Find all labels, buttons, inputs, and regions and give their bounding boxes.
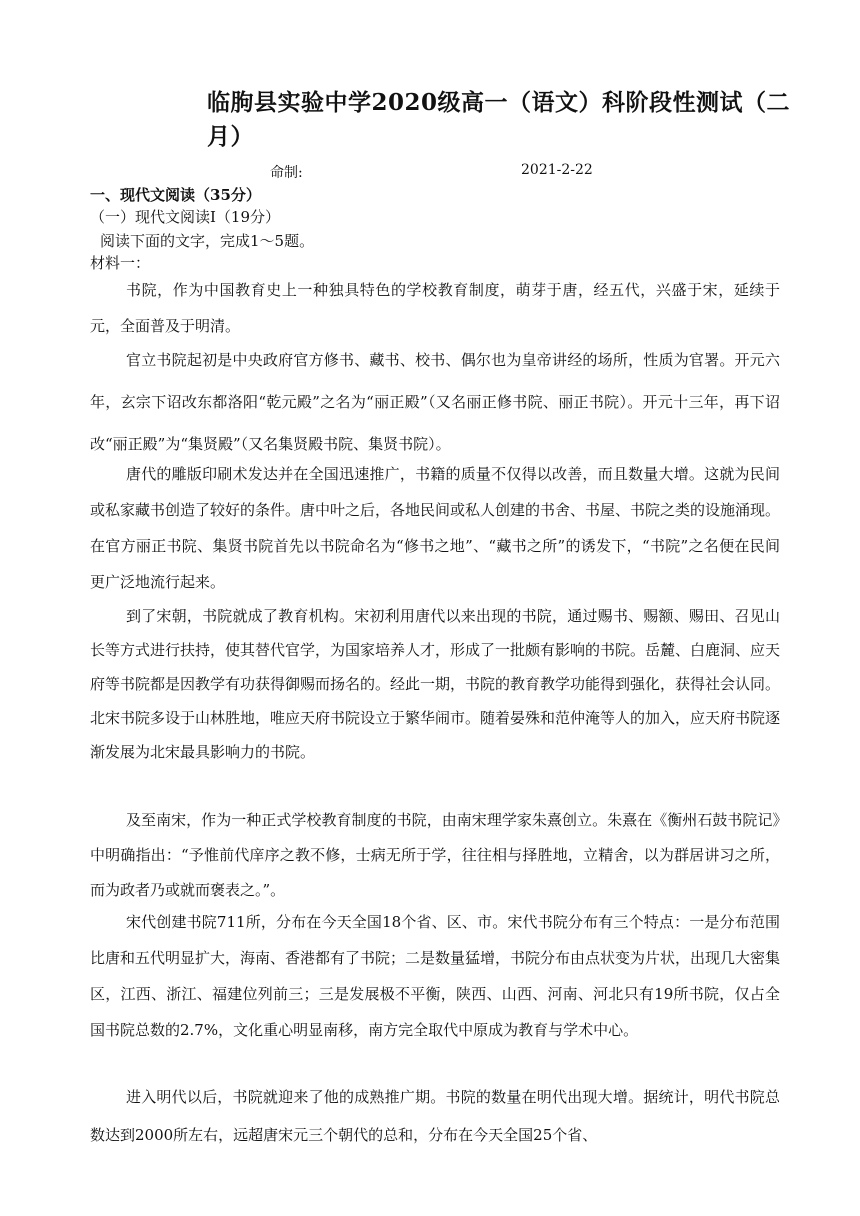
paragraph: 唐代的雕版印刷术发达并在全国迅速推广，书籍的质量不仅得以改善，而且数量大增。这就为民间或私家藏书创造了较好的条件。唐中叶之后，各地民间或私人创建的书舍、书屋、书院之类的设施涌现。在官方丽正书院、集贤书院首先以书院命名为“修书之地”、“藏书之所”的诱发下，“书院”之名便在民间更广泛地流行起来。 (90, 465, 781, 591)
paragraph: 宋代创建书院711所，分布在今天全国18个省、区、市。宋代书院分布有三个特点：一是分布范围比唐和五代明显扩大，海南、香港都有了书院；二是数量猛增，书院分布由点状变为片状，出现几大密集区，江西、浙江、福建位列前三；三是发展极不平衡，陕西、山西、河南、河北只有19所书院，仅占全国书院总数的2.7%，文化重心明显南移，南方完全取代中原成为教育与学术中心。 (90, 913, 781, 1039)
paragraph: 进入明代以后，书院就迎来了他的成熟推广期。书院的数量在明代出现大增。据统计，明代书院总数达到2000所左右，远超唐宋元三个朝代的总和，分布在今天全国25个省、 (90, 1088, 780, 1144)
author-label: 命制: (270, 165, 303, 181)
paragraph: 到了宋朝，书院就成了教育机构。宋初利用唐代以来出现的书院，通过赐书、赐额、赐田、召见山长等方式进行扶持，使其替代官学，为国家培养人才，形成了一批颇有影响的书院。岳麓、白鹿洞、应天府等书院都是因教学有功获得御赐而扬名的。经此一期，书院的教育教学功能得到强化，获得社会认同。北宋书院多设于山林胜地，唯应天府书院设立于繁华闹市。随着晏殊和范仲淹等人的加入，应天府书院逐渐发展为北宋最具影响力的书院。 (90, 607, 781, 761)
paragraph: 官立书院起初是中央政府官方修书、藏书、校书、偶尔也为皇帝讲经的场所，性质为官署。开元六年，玄宗下诏改东都洛阳“乾元殿”之名为“丽正殿”（又名丽正修书院、丽正书院）。开元十三年，再下诏改“丽正殿”为“集贤殿”（又名集贤殿书院、集贤书院）。 (90, 351, 780, 453)
material-label: 材料一： (90, 254, 151, 272)
page-title: 临朐县实验中学2020级高一（语文）科阶段性测试（二月） (207, 89, 791, 150)
paragraph: 及至南宋，作为一种正式学校教育制度的书院，由南宋理学家朱熹创立。朱熹在《衡州石鼓书院记》中明确指出：“予惟前代庠序之教不修，士病无所于学，往往相与择胜地，立精舍，以为群居讲习之所，而为政者乃或就而褒表之。”。 (90, 811, 780, 899)
exam-date: 2021-2-22 (521, 162, 593, 178)
paragraph: 书院，作为中国教育史上一种独具特色的学校教育制度，萌芽于唐，经五代，兴盛于宋，延续于元，全面普及于明清。 (90, 281, 780, 335)
section-heading: 一、现代文阅读（35分） (90, 186, 261, 204)
instruction-text: 阅读下面的文字，完成1～5题。 (100, 232, 315, 250)
subsection-heading: （一）现代文阅读Ⅰ（19分） (90, 208, 281, 226)
